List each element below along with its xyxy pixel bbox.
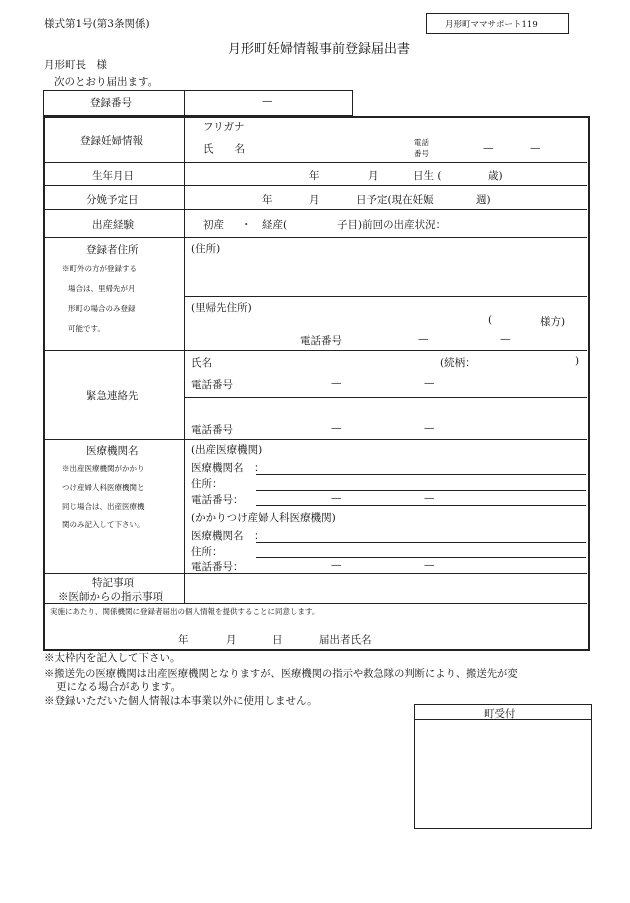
form-number: 様式第1号(第3条関係) xyxy=(44,18,150,30)
fill-line xyxy=(256,474,586,475)
institution-phone-label: 電話番号： xyxy=(191,494,244,506)
phone-dash: — xyxy=(331,492,342,504)
birthdate-label: 生年月日 xyxy=(92,170,134,182)
reception-box xyxy=(414,704,592,829)
row-line xyxy=(44,185,587,186)
address-label: 登録者住所 xyxy=(86,244,139,256)
medical-note: 関のみ記入して下さい。 xyxy=(62,520,145,529)
address-note: ※町外の方が登録する xyxy=(62,264,137,273)
phone-dash: — xyxy=(331,559,342,571)
registration-value[interactable]: — xyxy=(262,95,273,107)
emergency-name-label: 氏名 xyxy=(191,357,212,369)
due-month: 月 xyxy=(309,194,320,206)
birth-year: 年 xyxy=(309,170,320,182)
fill-line xyxy=(256,542,586,543)
addressee: 月形町長 様 xyxy=(44,59,107,71)
sama-open: ( xyxy=(488,314,493,326)
row-line xyxy=(44,162,587,163)
fill-line xyxy=(256,490,586,491)
institution-address-label-2: 住所： xyxy=(191,546,223,558)
pregnant-info-label: 登録妊婦情報 xyxy=(80,135,143,147)
row-line xyxy=(184,397,587,398)
row-line xyxy=(44,350,587,351)
medical-note: 同じ場合は、出産医療機 xyxy=(62,502,145,511)
consent-day: 日 xyxy=(272,634,283,646)
address-note: 可能です。 xyxy=(68,324,105,333)
medical-label: 医療機関名 xyxy=(86,445,139,457)
multi-birth-option[interactable]: 経産( xyxy=(262,219,288,231)
fill-line xyxy=(256,557,586,558)
signer-label: 届出者氏名 xyxy=(319,634,372,646)
phone-dash: — xyxy=(418,333,429,345)
institution-name-label: 医療機関名 ： xyxy=(191,462,265,474)
row-line xyxy=(44,209,587,210)
consent-text: 実施にあたり、関係機関に登録者届出の個人情報を提供することに同意します。 xyxy=(50,607,320,616)
due-date-label: 分娩予定日 xyxy=(86,194,139,206)
note: ※登録いただいた個人情報は本事業以外に使用しません。 xyxy=(44,695,318,707)
row-line xyxy=(44,439,587,440)
label-column-divider xyxy=(184,117,185,603)
phone-label-bottom: 番号 xyxy=(414,149,429,158)
option-separator: ・ xyxy=(241,219,252,231)
fill-line xyxy=(256,505,586,506)
birth-month: 月 xyxy=(368,170,379,182)
note: ※搬送先の医療機関は出産医療機関となりますが、医療機関の指示や救急隊の判断により、搬送先が変 xyxy=(44,668,518,680)
relation-open: (続柄： xyxy=(440,357,476,369)
phone-dash: — xyxy=(483,142,494,154)
consent-month: 月 xyxy=(226,634,237,646)
divider xyxy=(184,90,185,115)
intro-text: 次のとおり届出ます。 xyxy=(54,76,159,88)
institution-address-label: 住所： xyxy=(191,478,223,490)
address-note: 形町の場合のみ登録 xyxy=(68,304,136,313)
phone-dash: — xyxy=(331,422,342,434)
row-line xyxy=(184,296,587,297)
return-address-label: (里帰先住所) xyxy=(191,302,252,314)
address-field-label: (住所) xyxy=(191,243,221,255)
name-label: 氏 名 xyxy=(203,143,245,155)
consent-year: 年 xyxy=(178,634,189,646)
institution-name-label-2: 医療機関名 ： xyxy=(191,530,265,542)
phone-dash: — xyxy=(424,492,435,504)
phone-dash: — xyxy=(424,422,435,434)
birth-age: 歳) xyxy=(488,170,503,182)
page-title: 月形町妊婦情報事前登録届出書 xyxy=(228,42,411,57)
birth-day: 日生 ( xyxy=(413,170,442,182)
special-sublabel: ※医師からの指示事項 xyxy=(58,591,163,603)
ob-institution-heading: (かかりつけ産婦人科医療機関) xyxy=(191,512,336,524)
furigana-label: フリガナ xyxy=(203,121,245,133)
phone-dash: — xyxy=(530,142,541,154)
institution-phone-label-2: 電話番号： xyxy=(191,561,244,573)
row-line xyxy=(44,237,587,238)
note: ※太枠内を記入して下さい。 xyxy=(44,652,181,664)
sama-close: 様方) xyxy=(540,316,566,328)
first-birth-option[interactable]: 初産 xyxy=(203,219,224,231)
experience-rest: 子目)前回の出産状況： xyxy=(337,219,447,231)
registration-label: 登録番号 xyxy=(90,97,132,109)
address-note: 場合は、里帰先が月 xyxy=(68,284,136,293)
medical-note: つけ産婦人科医療機関と xyxy=(62,483,145,492)
row-line xyxy=(44,573,587,574)
service-tag-box xyxy=(426,13,569,34)
phone-dash: — xyxy=(424,559,435,571)
address-phone-label: 電話番号 xyxy=(300,335,342,347)
birth-institution-heading: (出産医療機関) xyxy=(191,444,263,456)
phone-dash: — xyxy=(424,377,435,389)
emergency-label: 緊急連絡先 xyxy=(86,390,139,402)
reception-label: 町受付 xyxy=(484,708,516,720)
experience-label: 出産経験 xyxy=(92,219,134,231)
phone-dash: — xyxy=(331,377,342,389)
phone-label-top: 電話 xyxy=(414,138,429,147)
emergency-phone-label-2: 電話番号 xyxy=(191,424,233,436)
due-year: 年 xyxy=(262,194,273,206)
due-day: 日予定(現在妊娠 xyxy=(356,194,434,206)
medical-note: ※出産医療機関がかかり xyxy=(62,464,145,473)
relation-close: ) xyxy=(575,355,580,367)
due-weeks: 週) xyxy=(476,194,491,206)
note: 更になる場合があります。 xyxy=(56,681,182,693)
emergency-phone-label: 電話番号 xyxy=(191,379,233,391)
phone-dash: — xyxy=(500,333,511,345)
service-tag: 月形町ママサポート119 xyxy=(445,20,538,30)
special-label: 特記事項 xyxy=(92,577,134,589)
